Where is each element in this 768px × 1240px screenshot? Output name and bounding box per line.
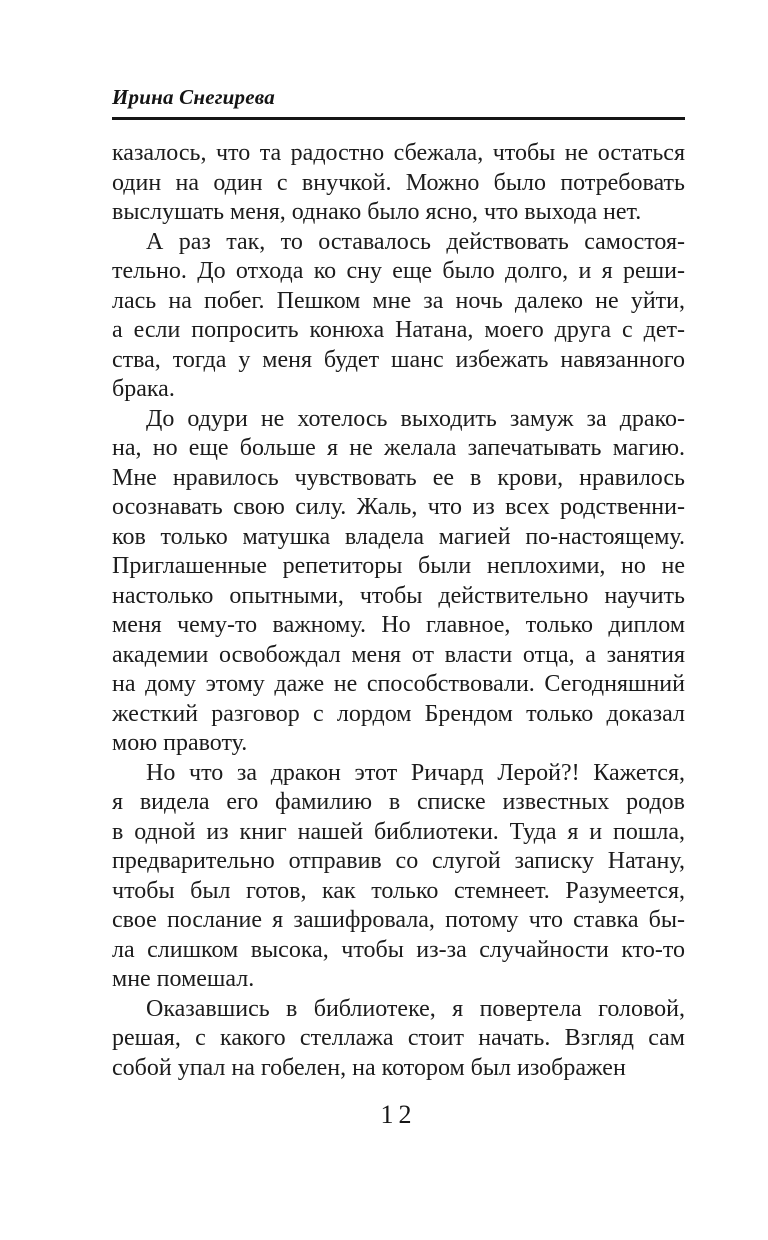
running-header-author: Ирина Снегирева (112, 85, 275, 109)
text-line: на, но еще больше я не желала запечатывать магию. (112, 435, 685, 461)
text-line: А раз так, то оставалось действовать самостоя- (146, 228, 685, 255)
text-line: ков только матушка владела магией по-настоящему. (112, 523, 685, 550)
text-line: выслушать меня, однако было ясно, что выхода нет. (112, 199, 642, 225)
text-line: Приглашенные репетиторы были неплохими, но не (112, 553, 685, 579)
header-rule (112, 117, 685, 120)
text-line: Оказавшись в библиотеке, я повертела головой, (146, 995, 685, 1022)
text-line: чтобы был готов, как только стемнеет. Разумеется, (112, 877, 685, 904)
text-line: ла слишком высока, чтобы из-за случайности кто-то (112, 936, 685, 963)
text-line: ства, тогда у меня будет шанс избежать навязанного (112, 346, 685, 373)
text-line: Мне нравилось чувствовать ее в крови, нравилось (112, 464, 685, 491)
text-line: лась на побег. Пешком мне за ночь далеко не уйти, (112, 287, 685, 314)
text-line: брака. (112, 376, 175, 402)
text-line: Но что за дракон этот Ричард Лерой?! Кажется, (146, 759, 685, 786)
text-line: настолько опытными, чтобы действительно научить (112, 582, 685, 609)
text-line: тельно. До отхода ко сну еще было долго, и я реши- (112, 258, 685, 284)
text-line: на дому этому даже не способствовали. Сегодняшний (112, 671, 685, 697)
text-line: собой упал на гобелен, на котором был изображен (112, 1054, 626, 1081)
page-number: 12 (380, 1100, 417, 1129)
text-line: решая, с какого стеллажа стоит начать. Взгляд сам (112, 1025, 685, 1051)
text-line: я видела его фамилию в списке известных родов (112, 789, 685, 815)
text-line: мне помешал. (112, 966, 255, 992)
text-line: жесткий разговор с лордом Брендом только доказал (112, 700, 685, 727)
body-text (112, 139, 685, 1083)
text-line: а если попросить конюха Натана, моего друга с дет- (112, 317, 685, 343)
text-line: мою правоту. (112, 730, 248, 756)
text-line: один на один с внучкой. Можно было потребовать (112, 169, 685, 196)
text-line: в одной из книг нашей библиотеки. Туда я и пошла, (112, 818, 685, 845)
text-line: предварительно отправив со слугой записку Натану, (112, 848, 685, 874)
text-line: осознавать свою силу. Жаль, что из всех родственни- (112, 494, 685, 520)
text-line: свое послание я зашифровала, потому что ставка бы- (112, 907, 685, 933)
text-line: меня чему-то важному. Но главное, только диплом (112, 612, 685, 638)
text-line: академии освобождал меня от власти отца, а занятия (112, 641, 685, 668)
text-line: До одури не хотелось выходить замуж за драко- (146, 405, 685, 432)
text-line: казалось, что та радостно сбежала, чтобы не остаться (112, 140, 685, 166)
